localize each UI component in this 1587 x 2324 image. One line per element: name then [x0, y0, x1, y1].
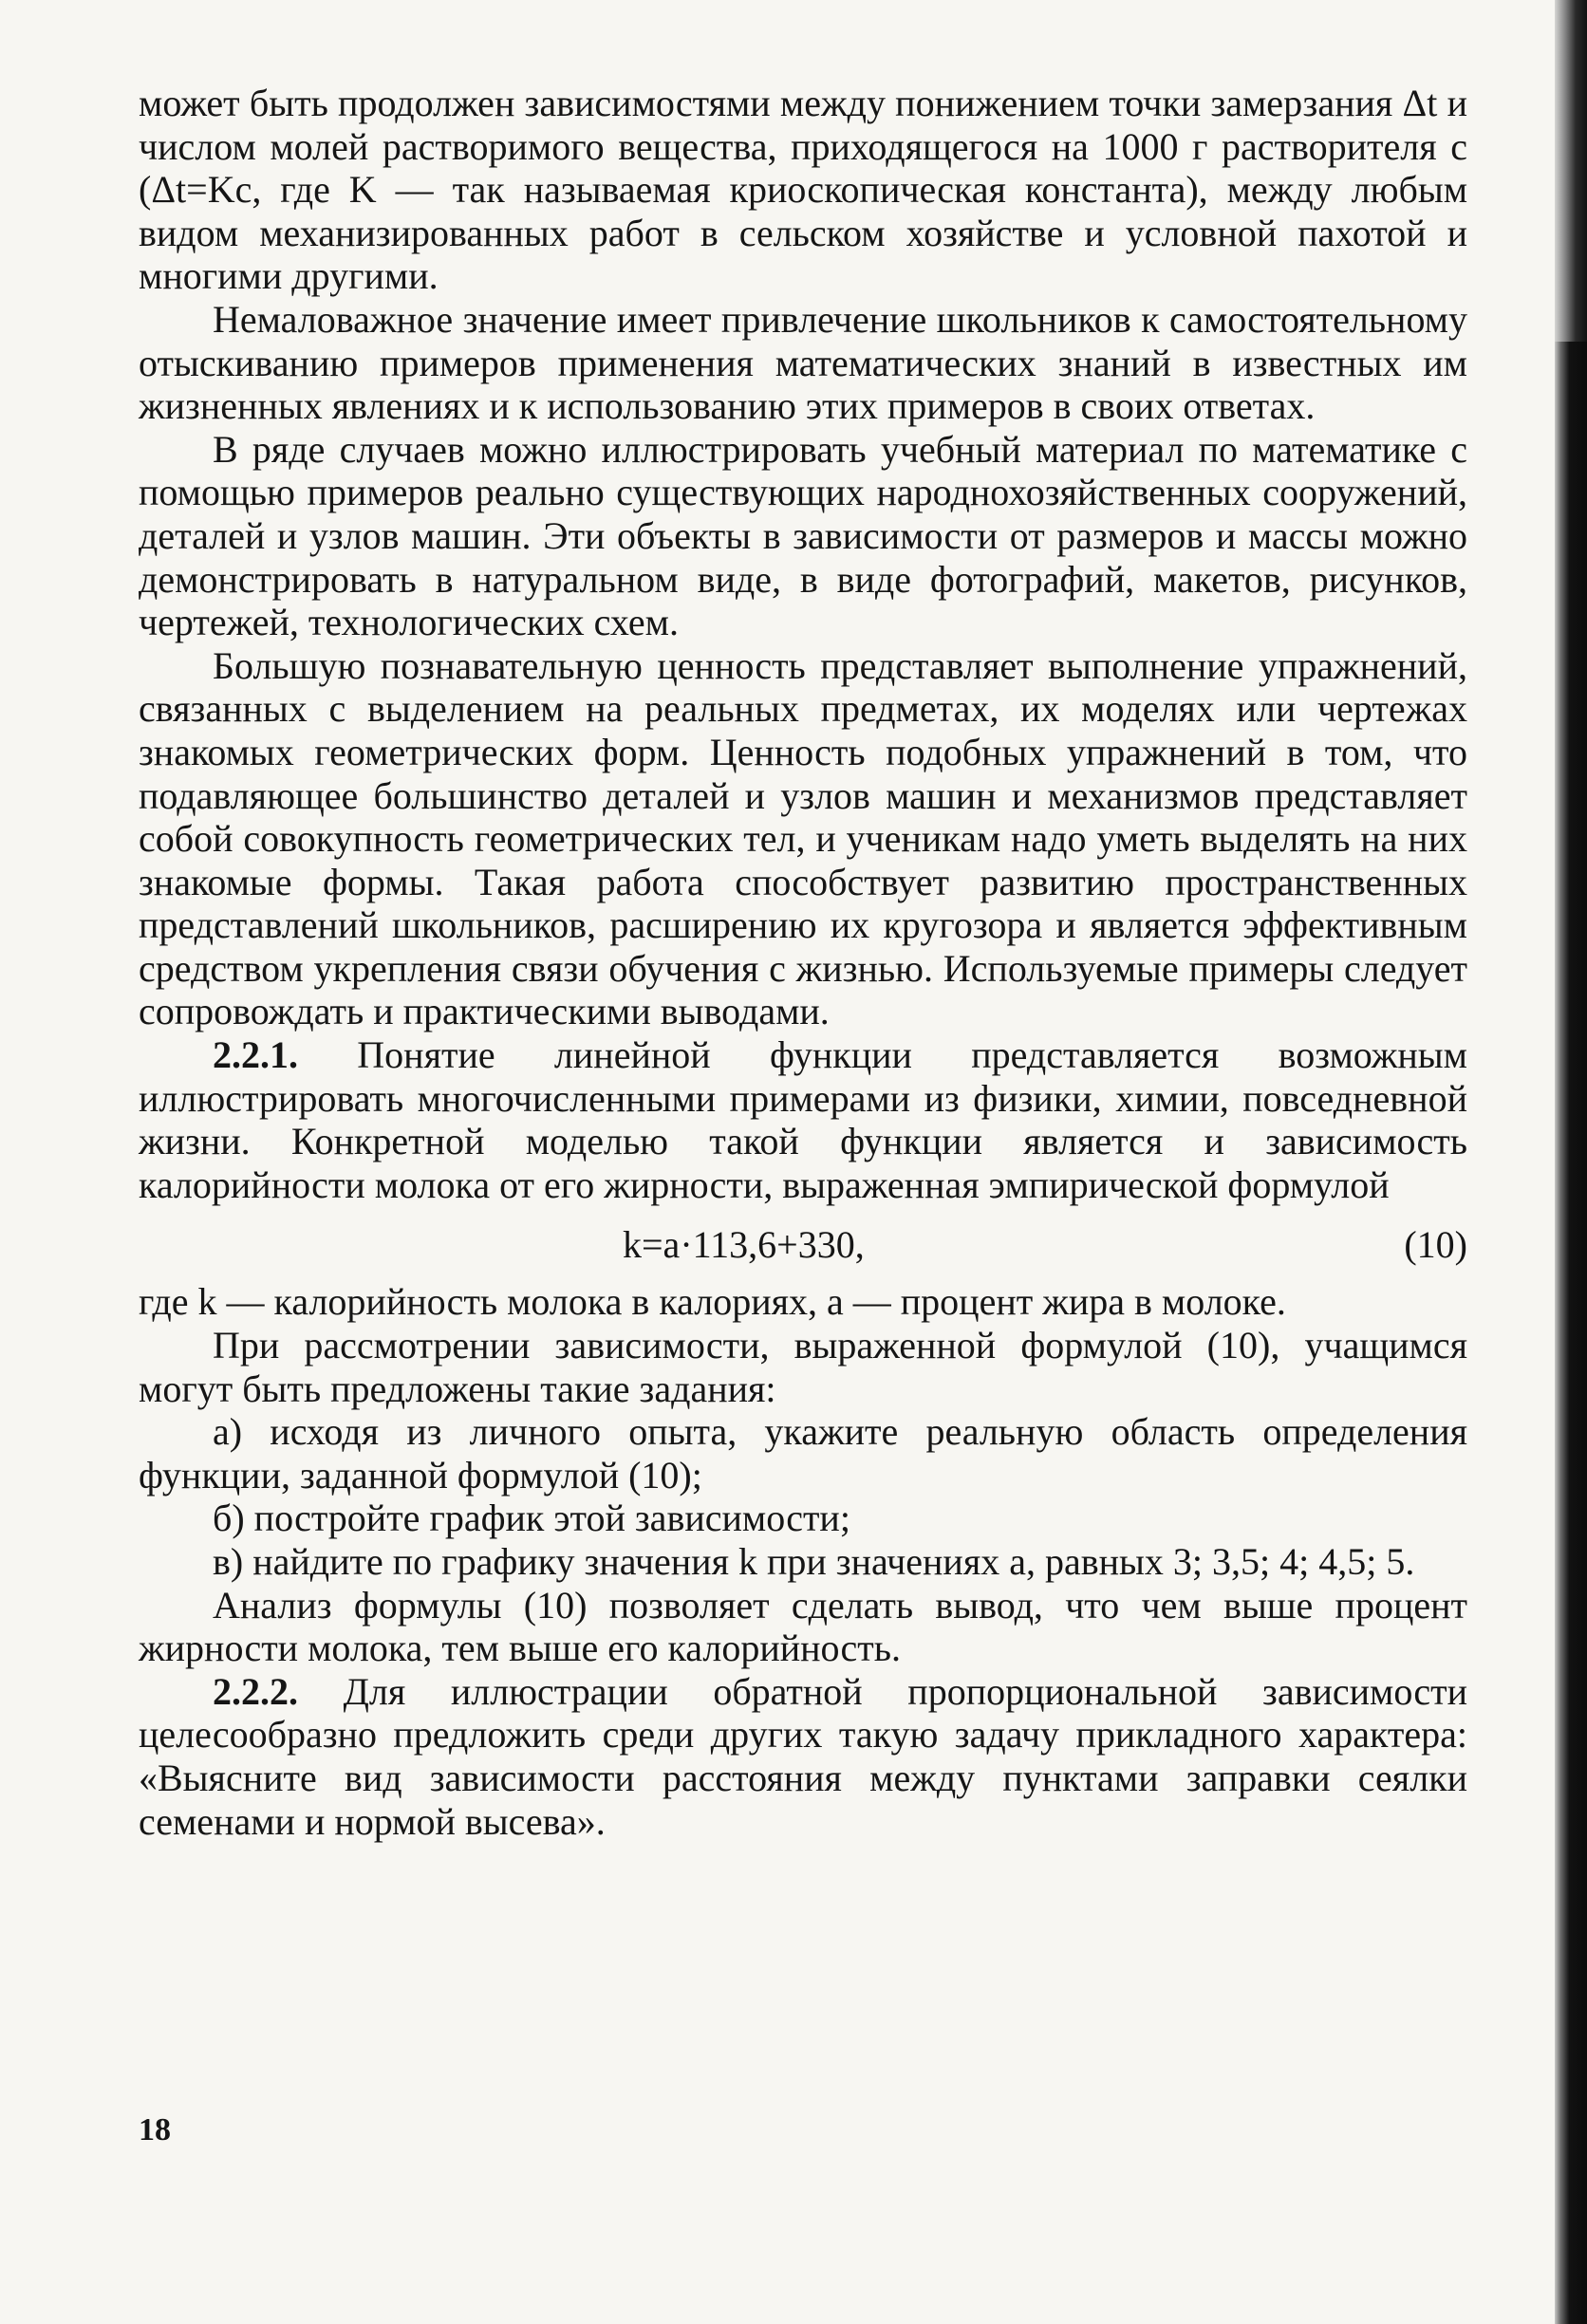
analysis-paragraph: Анализ формулы (10) позволяет сделать вывод, что чем выше процент жирности молока, тем выше его калорийность.	[139, 1583, 1467, 1670]
tasks-intro: При рассмотрении зависимости, выраженной формулой (10), учащимся могут быть предложены такие задания:	[139, 1324, 1467, 1410]
paragraph-geometric-forms: Большую познавательную ценность представляет выполнение упражнений, связанных с выделением на реальных предметах, их моделях или чертежах знакомых геометрических форм. Ценность подобных упражнений в том, что подавляющее большинство деталей и узлов машин и механизмов представляет собой совокупность геометрических тел, и ученикам надо уметь выделять на них знакомые формы. Такая работа способствует развитию пространственных представлений школьников, расширению их кругозора и является эффективным средством укрепления связи обучения с жизнью. Используемые примеры следует сопровождать и практическими выводами.	[139, 643, 1467, 1033]
formula-calorie: k=a·113,6+330,	[623, 1223, 865, 1267]
paragraph-students-examples: Немаловажное значение имеет привлечение школьников к самостоятельному отыскиванию примеров применения математических знаний в известных им жизненных явлениях и к использованию этих примеров в своих ответах.	[139, 297, 1467, 428]
task-c: в) найдите по графику значения k при значениях a, равных 3; 3,5; 4; 4,5; 5.	[213, 1540, 1415, 1583]
formula-number: (10)	[1404, 1223, 1467, 1267]
page-number: 18	[139, 2112, 171, 2147]
scan-edge-shadow	[1555, 0, 1587, 2324]
task-a: а) исходя из личного опыта, укажите реальную область определения функции, заданной формулой (10);	[139, 1410, 1467, 1497]
paragraph-illustration-objects: В ряде случаев можно иллюстрировать учебный материал по математике с помощью примеров реально существующих народнохозяйственных сооружений, деталей и узлов машин. Эти объекты в зависимости от размеров и массы можно демонстрировать в натуральном виде, в виде фотографий, макетов, рисунков, чертежей, технологических схем.	[139, 427, 1467, 644]
paragraph-continuation: может быть продолжен зависимостями между понижением точки замерзания Δt и числом молей растворимого вещества, приходящегося на 1000 г растворителя c (Δt=Kc, где K — так называемая криоскопическая константа), между любым видом механизированных работ в сельском хозяйстве и условной пахотой и многими другими.	[139, 82, 1467, 298]
task-b: б) постройте график этой зависимости;	[213, 1497, 850, 1540]
formula-row	[139, 1214, 1467, 1280]
page-body	[139, 82, 1467, 1843]
section-2-2-1-number: 2.2.1.	[213, 1033, 298, 1077]
scan-edge-shadow-top	[1555, 0, 1587, 342]
section-2-2-2-text: Для иллюстрации обратной пропорциональной зависимости целесообразно предложить среди других такую задачу прикладного характера: «Выясните вид зависимости расстояния между пунктами заправки сеялки семенами и нормой высева».	[139, 1669, 1467, 1843]
section-2-2-2-number: 2.2.2.	[213, 1669, 298, 1713]
section-2-2-1-text: Понятие линейной функции представляется возможным иллюстрировать многочисленными примерами из физики, химии, повседневной жизни. Конкретной моделью такой функции является и зависимость калорийности молока от его жирности, выраженная эмпирической формулой	[139, 1033, 1467, 1206]
section-2-2-1	[139, 1033, 1467, 1206]
formula-explanation: где k — калорийность молока в калориях, a — процент жира в молоке.	[139, 1280, 1286, 1324]
section-2-2-2	[139, 1670, 1467, 1843]
